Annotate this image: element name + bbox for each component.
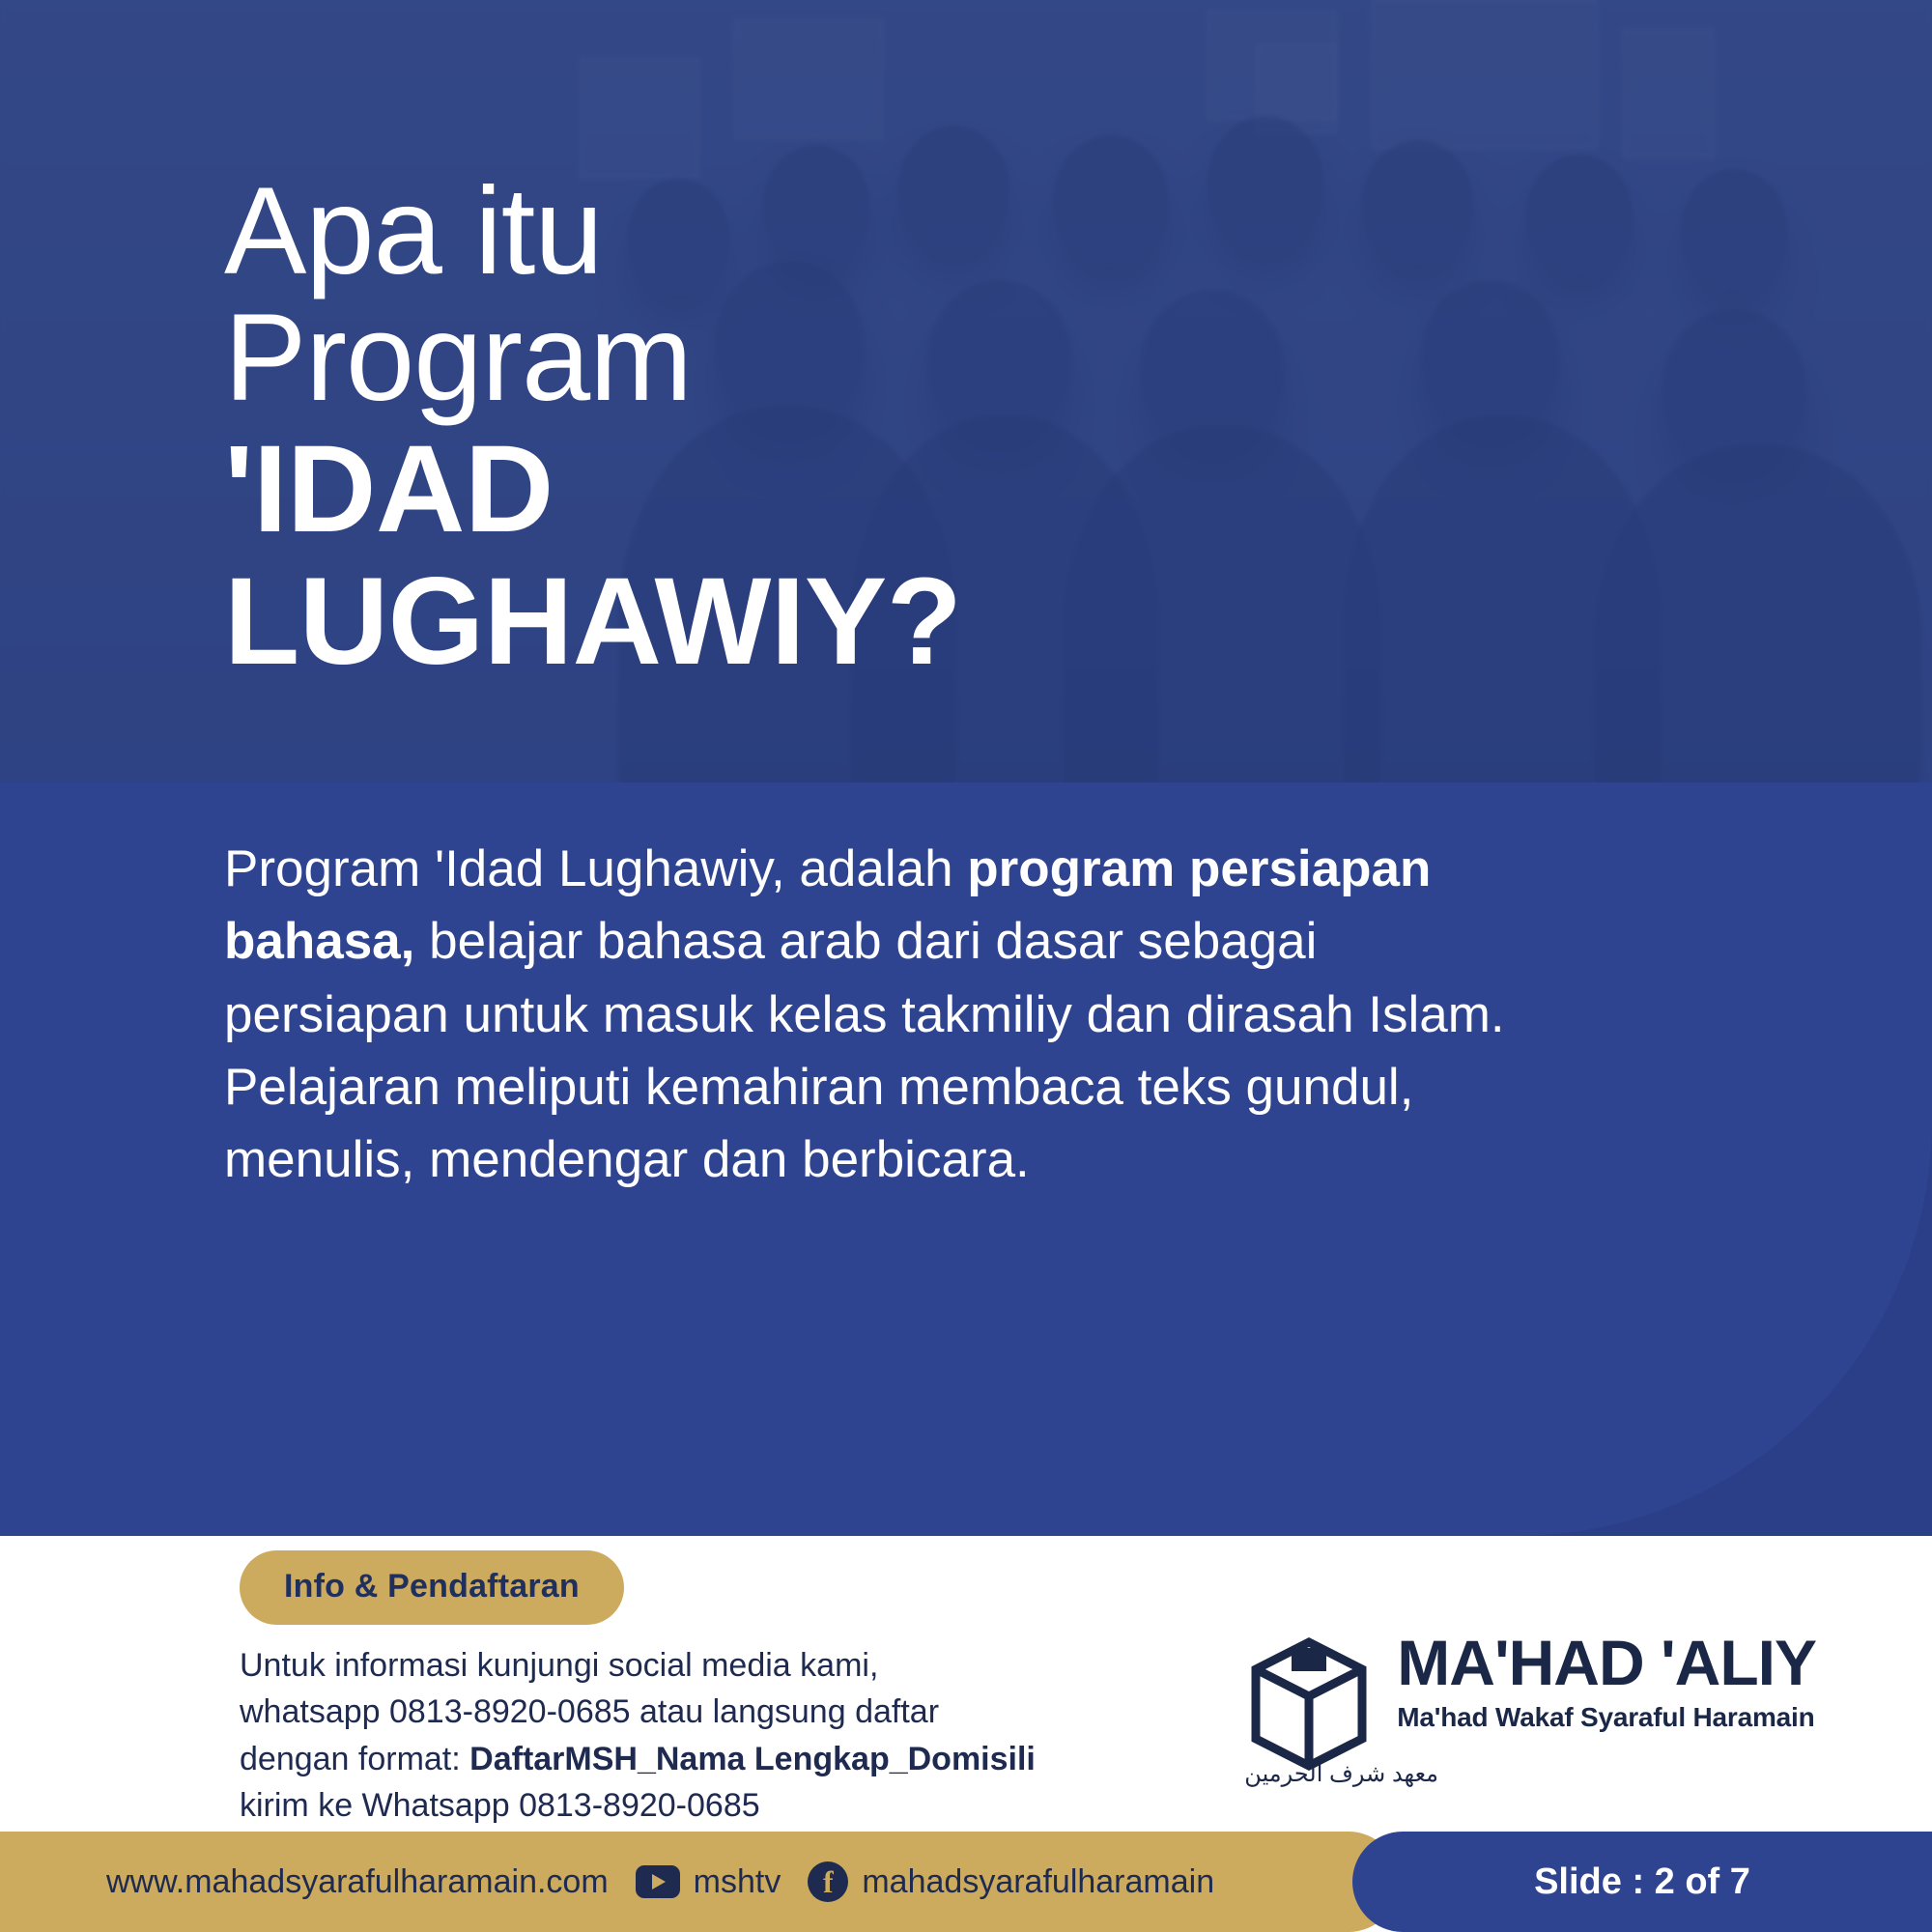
contact-info: [240, 1642, 1206, 1829]
facebook-handle: mahadsyarafulharamain: [862, 1862, 1215, 1900]
contact-line-4: kirim ke Whatsapp 0813-8920-0685: [240, 1786, 760, 1824]
slide-counter: Slide : 2 of 7: [1352, 1832, 1932, 1932]
contact-line-2: whatsapp 0813-8920-0685 atau langsung daftar: [240, 1693, 940, 1731]
brand-arabic-name: معهد شرف الحرمين: [1244, 1761, 1439, 1787]
body-paragraph: [224, 833, 1523, 1196]
page-title: [224, 162, 1335, 691]
headline-line-3: 'IDAD: [224, 420, 554, 559]
contact-format-label: dengan format:: [240, 1740, 470, 1777]
youtube-link[interactable]: [636, 1863, 781, 1901]
youtube-handle: mshtv: [693, 1862, 781, 1900]
youtube-icon: [636, 1865, 680, 1898]
footer-bar: [0, 1832, 1932, 1932]
headline-line-4: LUGHAWIY?: [224, 552, 962, 691]
body-text-bold: program persiapan bahasa,: [224, 840, 1432, 971]
brand-name: MA'HAD 'ALIY: [1397, 1627, 1816, 1698]
facebook-link[interactable]: [808, 1861, 1214, 1902]
contact-format-value: DaftarMSH_Nama Lengkap_Domisili: [469, 1740, 1036, 1777]
footer-social-bar: [0, 1832, 1399, 1932]
brand-wordmark: [1397, 1627, 1816, 1733]
body-text-part-2: belajar bahasa arab dari dasar sebagai persiapan untuk masuk kelas takmiliy dan dirasah Islam. Pelajaran meliputi kemahiran membaca teks gundul, menulis, mendengar dan berbicara.: [224, 913, 1505, 1188]
website-url[interactable]: www.mahadsyarafulharamain.com: [106, 1862, 609, 1900]
headline-line-2: Program: [224, 288, 692, 427]
facebook-icon: f: [808, 1861, 848, 1902]
kaaba-icon: [1236, 1631, 1381, 1780]
body-text-part-1: Program 'Idad Lughawiy, adalah: [224, 840, 968, 897]
headline-line-1: Apa itu: [224, 162, 603, 300]
brand-tagline: Ma'had Wakaf Syaraful Haramain: [1397, 1702, 1815, 1732]
status-badge: Info & Pendaftaran: [240, 1550, 624, 1625]
brand-logo: [1236, 1627, 1816, 1787]
contact-line-1: Untuk informasi kunjungi social media kami,: [240, 1647, 879, 1684]
contact-line-3: [240, 1736, 1206, 1782]
